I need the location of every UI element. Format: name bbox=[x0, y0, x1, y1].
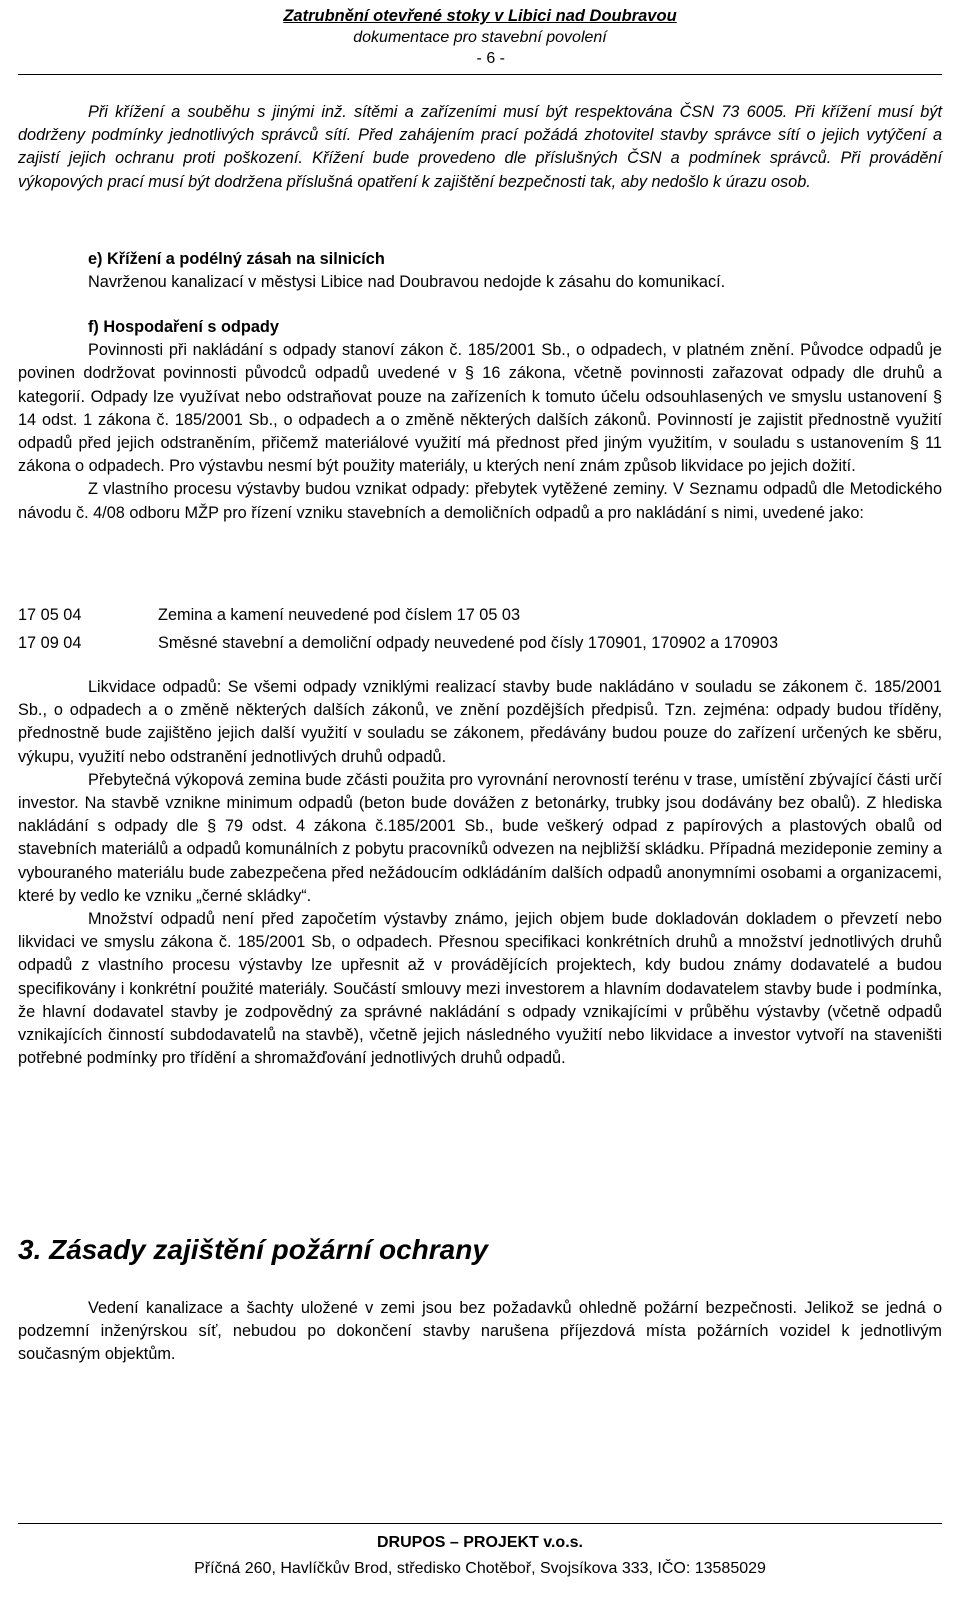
footer-address: Příčná 260, Havlíčkův Brod, středisko Chotěboř, Svojsíkova 333, IČO: 13585029 bbox=[194, 1560, 766, 1577]
header-title: Zatrubnění otevřené stoky v Libici nad Doubravou bbox=[283, 7, 677, 25]
waste-code-description: Zemina a kamení neuvedené pod číslem 17 05 03 bbox=[158, 606, 521, 624]
section-f-paragraph-1: Povinnosti při nakládání s odpady stanoví zákon č. 185/2001 Sb., o odpadech, v platném znění. Původce odpadů je povinen dodržovat povinnosti původců odpadů uvedené v § 16 zákona, včetně povinnosti zařazovat odpady dle druhů a kategorií. Odpady lze využívat nebo odstraňovat pouze na zařízeních k tomuto účelu odsouhlasených ve smyslu ustanovení § 14 odst. 1 zákona č. 185/2001 Sb., o odpadech a o změně některých dalších zákonů. Povinností je zajistit přednostně využití odpadů před jejich odstraněním, přičemž materiálové využití má přednost před jiným využitím, v souladu s ustanovením § 11 zákona o odpadech. Pro výstavbu nesmí být použity materiály, u kterých není znám způsob likvidace po jejich dožití. bbox=[18, 341, 942, 476]
disposal-block bbox=[18, 676, 942, 1070]
section-3 bbox=[18, 1297, 942, 1367]
disposal-paragraph-1: Likvidace odpadů: Se všemi odpady vzniklými realizací stavby bude nakládáno v souladu se zákonem č. 185/2001 Sb., o odpadech a o změně některých dalších zákonů, ve znění pozdějších předpisů. Tzn. zejména: odpady budou tříděny, přednostně bude zajištěno jejich další využití v souladu se zákonem, předávány budou pouze do zařízení určených ke sběru, výkupu, využití nebo odstranění jednotlivých druhů odpadů. bbox=[18, 678, 942, 766]
waste-code-list bbox=[18, 601, 778, 657]
section-e-heading: e) Křížení a podélný zásah na silnicích bbox=[88, 250, 385, 268]
waste-code-row bbox=[18, 601, 778, 629]
section-e bbox=[18, 248, 942, 294]
waste-code: 17 05 04 bbox=[18, 606, 82, 624]
section-e-text: Navrženou kanalizací v městysi Libice nad Doubravou nedojde k zásahu do komunikací. bbox=[88, 273, 726, 292]
section-f bbox=[18, 316, 942, 525]
waste-code: 17 09 04 bbox=[18, 634, 82, 652]
section-3-text: Vedení kanalizace a šachty uložené v zemi jsou bez požadavků ohledně požární bezpečnosti. Jelikož se jedná o podzemní inženýrskou síť, nebudou po dokončení stavby narušena příjezdová místa požárních vozidel k jednotlivým současným objektům. bbox=[18, 1299, 942, 1364]
disposal-paragraph-2: Přebytečná výkopová zemina bude zčásti použita pro vyrovnání nerovností terénu v trase, umístění zbývající části určí investor. Na stavbě vznikne minimum odpadů (beton bude dovážen z betonárky, trubky jsou dodávány bez obalů). Z hlediska nakládání s odpady dle § 79 odst. 4 zákona č.185/2001 Sb., bude veškerý odpad z papírových a plastových obalů od stavebních materiálů a odpadů komunálních z pobytu pracovníků odvezen na nejbližší skládku. Případná mezideponie zeminy a vybouraného materiálu bude zabezpečena před nežádoucím odkládáním dalších odpadů anonymními osobami a organizacemi, které by vedlo ke vzniku „černé skládky“. bbox=[18, 770, 942, 905]
footer-company: DRUPOS – PROJEKT v.o.s. bbox=[377, 1534, 583, 1551]
footer-divider bbox=[18, 1523, 942, 1524]
section-3-heading: 3. Zásady zajištění požární ochrany bbox=[18, 1234, 488, 1265]
page-number: - 6 - bbox=[476, 50, 505, 67]
section-f-heading: f) Hospodaření s odpady bbox=[88, 318, 279, 336]
disposal-paragraph-3: Množství odpadů není před započetím výstavby známo, jejich objem bude dokladován dokladem o převzetí nebo likvidaci ve smyslu zákona č. 185/2001 Sb, o odpadech. Přesnou specifikaci konkrétních druhů a množství jednotlivých druhů odpadů z vlastního procesu výstavby lze upřesnit až v provádějících projektech, kdy budou známy dodavatelé a budou specifikovány i konkrétní použité materiály. Součástí smlouvy mezi investorem a hlavním dodavatelem stavby bude i podmínka, že hlavní dodavatel stavby je zodpovědný za správné nakládání s odpady vznikajícími v průběhu výstavby (včetně odpadů vznikajících činností subdodavatelů na stavbě), včetně jejich následného využití nebo likvidace a investor vytvoří na staveništi potřebné podmínky pro třídění a shromažďování jednotlivých druhů odpadů. bbox=[18, 910, 942, 1068]
header-divider bbox=[18, 74, 942, 75]
intro-paragraph: Při křížení a souběhu s jinými inž. sítěmi a zařízeními musí být respektována ČSN 73 6005. Při křížení musí být dodrženy podmínky jednotlivých správců sítí. Před zahájením prací požádá zhotovitel stavby správce sítí o jejich vytýčení a zajistí jejich ochranu proti poškození. Křížení bude provedeno dle příslušných ČSN a podmínek správců. Při provádění výkopových prací musí být dodržena příslušná opatření k zajištění bezpečnosti tak, aby nedošlo k úrazu osob. bbox=[18, 103, 942, 191]
intro-block bbox=[18, 101, 942, 194]
section-f-paragraph-2: Z vlastního procesu výstavby budou vznikat odpady: přebytek vytěžené zeminy. V Seznamu odpadů dle Metodického návodu č. 4/08 odboru MŽP pro řízení vzniku stavebních a demoličních odpadů a pro nakládání s nimi, uvedené jako: bbox=[18, 480, 942, 522]
header-subtitle: dokumentace pro stavební povolení bbox=[353, 29, 607, 46]
waste-code-description: Směsné stavební a demoliční odpady neuvedené pod čísly 170901, 170902 a 170903 bbox=[158, 634, 779, 652]
waste-code-row bbox=[18, 629, 778, 657]
